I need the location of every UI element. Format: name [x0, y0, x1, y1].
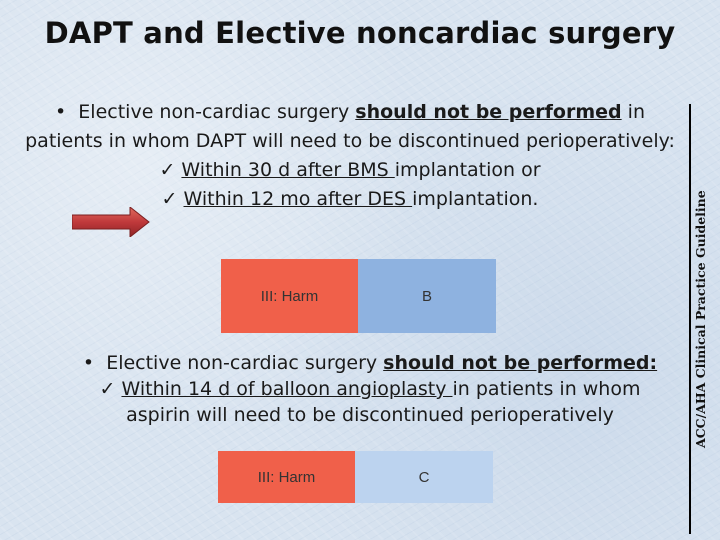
- lead-text: Elective non-cardiac surgery: [106, 352, 384, 374]
- check-item-rest: implantation or: [394, 159, 541, 181]
- check-item-underlined: Within 14 d of balloon angioplasty: [121, 378, 453, 400]
- red-arrow-icon: [72, 207, 150, 237]
- slide-title: DAPT and Elective noncardiac surgery: [44, 16, 676, 50]
- emphasis-text: should not be performed: [355, 101, 622, 123]
- level-of-evidence-cell: B: [358, 259, 496, 333]
- check-icon: ✓: [161, 188, 178, 210]
- class-of-recommendation-cell: III: Harm: [221, 259, 358, 333]
- recommendation-block-1: [20, 98, 680, 214]
- check-item-underlined: Within 12 mo after DES: [183, 188, 413, 210]
- emphasis-text: should not be performed:: [383, 352, 658, 374]
- recommendation-block-2: [70, 350, 670, 428]
- rest-text: in patients in whom DAPT will need to be discontinued perioperatively:: [25, 101, 675, 152]
- recommendation-box-2: [218, 451, 493, 503]
- class-of-recommendation-cell: III: Harm: [218, 451, 355, 503]
- check-icon: ✓: [159, 159, 176, 181]
- lead-text: Elective non-cardiac surgery: [78, 101, 356, 123]
- level-of-evidence-cell: C: [355, 451, 493, 503]
- recommendation-box-1: [221, 259, 496, 333]
- check-item-rest: implantation.: [412, 188, 539, 210]
- bullet-paragraph-2: [70, 350, 670, 376]
- check-item-rest: in patients in whom aspirin will need to be discontinued perioperatively: [126, 378, 641, 426]
- check-item-3: [70, 376, 670, 428]
- bullet-paragraph-1: [20, 98, 680, 156]
- side-divider: [689, 104, 691, 534]
- guideline-side-label: ACC/AHA Clinical Practice Guideline: [693, 190, 708, 448]
- check-item-underlined: Within 30 d after BMS: [181, 159, 395, 181]
- check-item-1: [20, 156, 680, 185]
- bullet-glyph: •: [54, 101, 67, 123]
- check-icon: ✓: [99, 378, 116, 400]
- bullet-glyph: •: [82, 352, 95, 374]
